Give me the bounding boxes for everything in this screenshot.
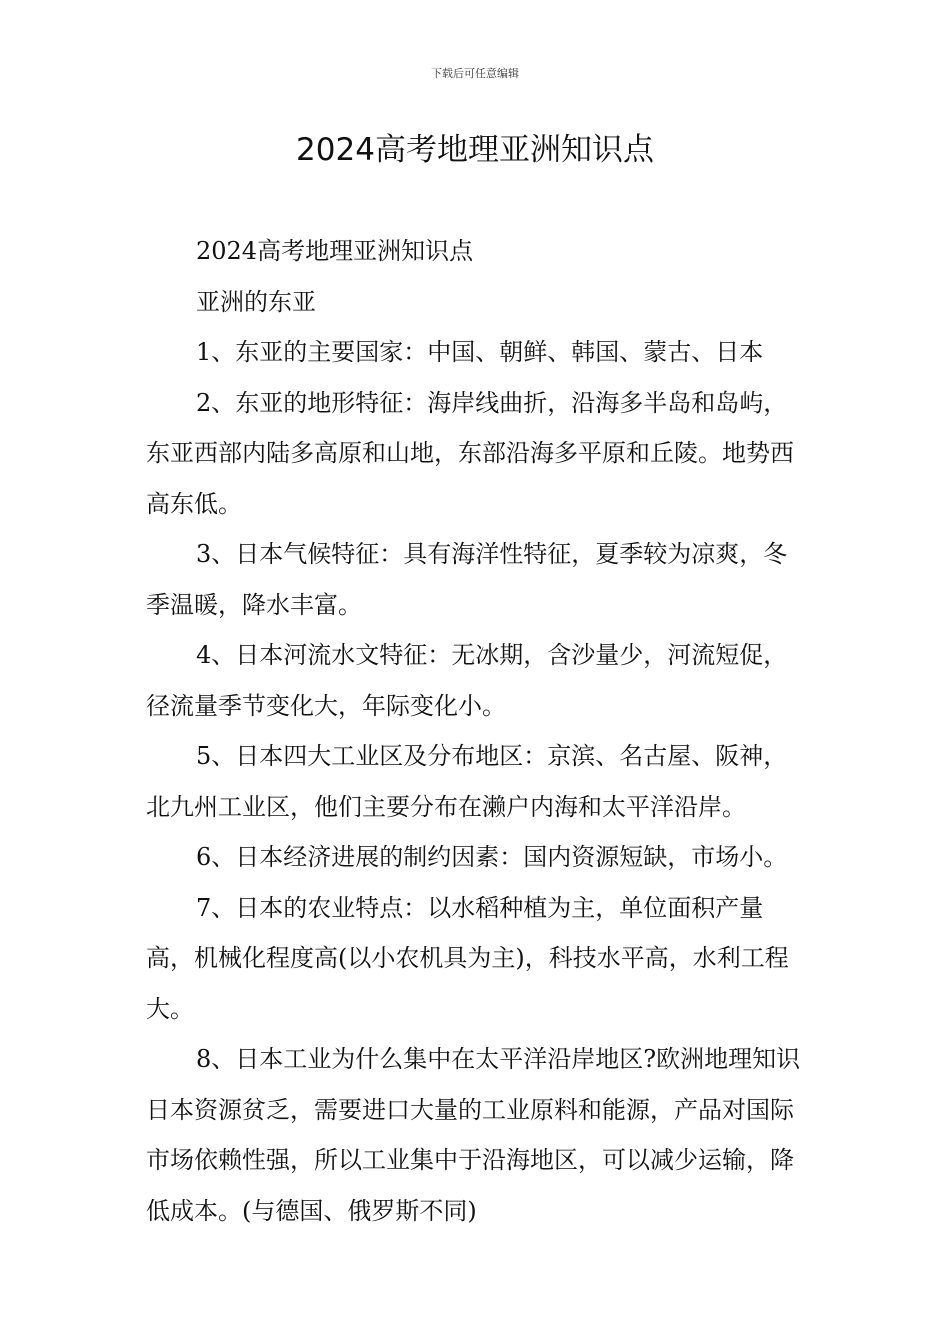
paragraph-item-5: 5、日本四大工业区及分布地区：京滨、名古屋、阪神，北九州工业区，他们主要分布在濑户内海和太平洋沿岸。 <box>146 742 788 821</box>
paragraph-item-4: 4、日本河流水文特征：无冰期，含沙量少，河流短促，径流量季节变化大，年际变化小。 <box>146 641 788 720</box>
paragraph-item-7: 7、日本的农业特点：以水稻种植为主，单位面积产量高，机械化程度高(以小农机具为主)，科技水平高，水利工程大。 <box>146 893 789 1023</box>
document-body <box>146 226 810 1236</box>
paragraph-item-8: 8、日本工业为什么集中在太平洋沿岸地区?欧洲地理知识日本资源贫乏，需要进口大量的工业原料和能源，产品对国际市场依赖性强，所以工业集中于沿海地区，可以减少运输，降低成本。(与德国、俄罗斯不同) <box>146 1045 801 1225</box>
paragraph-item-2: 2、东亚的地形特征：海岸线曲折，沿海多半岛和岛屿，东亚西部内陆多高原和山地，东部沿海多平原和丘陵。地势西高东低。 <box>146 388 794 518</box>
document-title: 2024高考地理亚洲知识点 <box>296 132 654 168</box>
paragraph-section-heading: 亚洲的东亚 <box>196 287 316 316</box>
paragraph-item-3: 3、日本气候特征：具有海洋性特征，夏季较为凉爽，冬季温暖，降水丰富。 <box>146 540 788 619</box>
page-header: 下载后可任意编辑 <box>431 67 519 80</box>
paragraph-item-6: 6、日本经济进展的制约因素：国内资源短缺，市场小。 <box>196 843 788 871</box>
paragraph-item-1: 1、东亚的主要国家：中国、朝鲜、韩国、蒙古、日本 <box>196 338 764 366</box>
paragraph-subtitle: 2024高考地理亚洲知识点 <box>196 237 474 265</box>
